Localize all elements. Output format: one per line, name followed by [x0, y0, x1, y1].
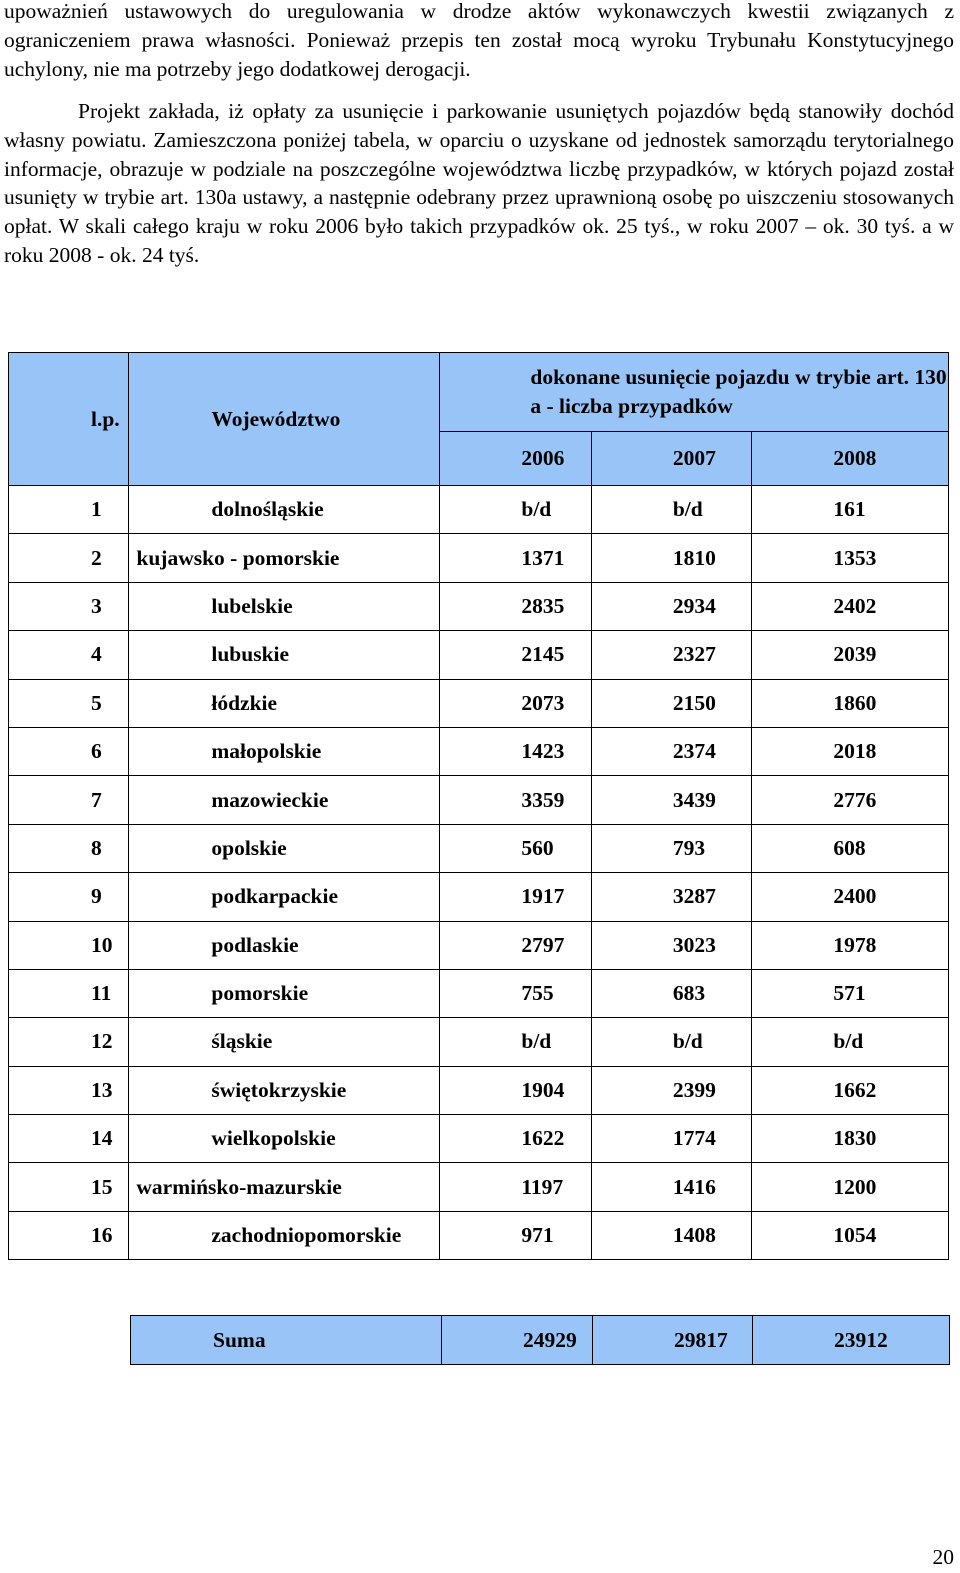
header-year-2007: 2007 [591, 432, 752, 486]
row-2006: 1904 [440, 1066, 591, 1114]
row-2007: 2374 [591, 727, 752, 775]
row-2006: 3359 [440, 776, 591, 824]
row-wojewodztwo: podlaskie [129, 921, 440, 969]
row-2006: 1917 [440, 873, 591, 921]
row-2008: 608 [752, 824, 949, 872]
row-2008: 2039 [752, 631, 949, 679]
row-lp: 6 [9, 727, 129, 775]
row-wojewodztwo: świętokrzyskie [129, 1066, 440, 1114]
row-2008: 1662 [752, 1066, 949, 1114]
row-lp: 9 [9, 873, 129, 921]
row-2007: 2327 [591, 631, 752, 679]
table-row [9, 582, 949, 630]
row-lp: 3 [9, 582, 129, 630]
row-wojewodztwo: pomorskie [129, 969, 440, 1017]
row-2006: 1622 [440, 1115, 591, 1163]
paragraph-2: Projekt zakłada, iż opłaty za usunięcie i parkowanie usuniętych pojazdów będą stanowiły dochód własny powiatu. Zamieszczona poniżej tabela, w oparciu o uzyskane od jednostek samorządu terytorialnego informacje, obrazuje w podziale na poszczególne województwa liczbę przypadków, w których pojazd został usunięty w trybie art. 130a ustawy, a następnie odebrany przez uprawnioną osobę po uiszczeniu stosowanych opłat. W skali całego kraju w roku 2006 było takich przypadków ok. 25 tyś., w roku 2007 – ok. 30 tyś. a w roku 2008 - ok. 24 tyś. [4, 99, 954, 267]
voivodeship-table [8, 352, 949, 1260]
row-2008: b/d [752, 1018, 949, 1066]
row-2008: 1830 [752, 1115, 949, 1163]
row-2006: 1197 [440, 1163, 591, 1211]
row-2006: 560 [440, 824, 591, 872]
table-row [9, 486, 949, 534]
row-lp: 12 [9, 1018, 129, 1066]
table-row [9, 824, 949, 872]
sum-row [131, 1316, 950, 1365]
sum-table [130, 1315, 950, 1365]
row-wojewodztwo: mazowieckie [129, 776, 440, 824]
sum-2006: 24929 [442, 1316, 593, 1365]
row-lp: 8 [9, 824, 129, 872]
row-lp: 1 [9, 486, 129, 534]
row-2007: b/d [591, 1018, 752, 1066]
row-2006: 971 [440, 1211, 591, 1259]
row-2008: 1860 [752, 679, 949, 727]
row-2007: 1810 [591, 534, 752, 582]
row-2008: 2402 [752, 582, 949, 630]
table-row [9, 679, 949, 727]
page-number: 20 [932, 1545, 954, 1569]
row-2007: 3439 [591, 776, 752, 824]
row-2006: 2797 [440, 921, 591, 969]
row-2007: 2399 [591, 1066, 752, 1114]
header-year-2006: 2006 [440, 432, 591, 486]
row-wojewodztwo: śląskie [129, 1018, 440, 1066]
row-lp: 10 [9, 921, 129, 969]
row-wojewodztwo: lubuskie [129, 631, 440, 679]
row-2007: 1408 [591, 1211, 752, 1259]
table-row [9, 1066, 949, 1114]
row-lp: 5 [9, 679, 129, 727]
row-wojewodztwo: kujawsko - pomorskie [129, 534, 440, 582]
row-2007: 683 [591, 969, 752, 1017]
row-2006: 2073 [440, 679, 591, 727]
row-2008: 571 [752, 969, 949, 1017]
row-lp: 14 [9, 1115, 129, 1163]
row-wojewodztwo: wielkopolskie [129, 1115, 440, 1163]
row-wojewodztwo: opolskie [129, 824, 440, 872]
row-2008: 2018 [752, 727, 949, 775]
row-2007: 2934 [591, 582, 752, 630]
row-2007: b/d [591, 486, 752, 534]
row-2008: 2400 [752, 873, 949, 921]
row-2006: 1371 [440, 534, 591, 582]
row-lp: 11 [9, 969, 129, 1017]
row-lp: 4 [9, 631, 129, 679]
row-2008: 2776 [752, 776, 949, 824]
table-row [9, 727, 949, 775]
row-2006: 2145 [440, 631, 591, 679]
row-2007: 3023 [591, 921, 752, 969]
row-2007: 2150 [591, 679, 752, 727]
row-2006: b/d [440, 1018, 591, 1066]
table-row [9, 969, 949, 1017]
row-lp: 7 [9, 776, 129, 824]
row-lp: 15 [9, 1163, 129, 1211]
paragraph-1: upoważnień ustawowych do uregulowania w drodze aktów wykonawczych kwestii związanych z ograniczeniem prawa własności. Ponieważ przepis ten został mocą wyroku Trybunału Konstytucyjnego uchylony, nie ma potrzeby jego dodatkowej derogacji. [4, 0, 954, 81]
row-2006: 2835 [440, 582, 591, 630]
row-lp: 16 [9, 1211, 129, 1259]
row-wojewodztwo: warmińsko-mazurskie [129, 1163, 440, 1211]
table-row [9, 1115, 949, 1163]
sum-label: Suma [131, 1316, 442, 1365]
row-wojewodztwo: dolnośląskie [129, 486, 440, 534]
row-2007: 1774 [591, 1115, 752, 1163]
row-2008: 1054 [752, 1211, 949, 1259]
row-2008: 1353 [752, 534, 949, 582]
header-year-2008: 2008 [752, 432, 949, 486]
sum-2007: 29817 [593, 1316, 753, 1365]
table-row [9, 921, 949, 969]
table-row [9, 1211, 949, 1259]
table-row [9, 873, 949, 921]
row-2006: 755 [440, 969, 591, 1017]
row-2006: 1423 [440, 727, 591, 775]
row-2006: b/d [440, 486, 591, 534]
sum-2008: 23912 [753, 1316, 950, 1365]
row-wojewodztwo: lubelskie [129, 582, 440, 630]
row-2007: 1416 [591, 1163, 752, 1211]
row-2008: 1978 [752, 921, 949, 969]
table-row [9, 631, 949, 679]
row-lp: 2 [9, 534, 129, 582]
table-row [9, 1018, 949, 1066]
table-row [9, 534, 949, 582]
row-2008: 161 [752, 486, 949, 534]
row-wojewodztwo: małopolskie [129, 727, 440, 775]
table-row [9, 1163, 949, 1211]
row-wojewodztwo: zachodniopomorskie [129, 1211, 440, 1259]
row-2008: 1200 [752, 1163, 949, 1211]
table-row [9, 776, 949, 824]
row-lp: 13 [9, 1066, 129, 1114]
header-group: dokonane usunięcie pojazdu w trybie art. 130 a - liczba przypadków [440, 353, 949, 432]
header-lp: l.p. [9, 353, 129, 486]
row-wojewodztwo: łódzkie [129, 679, 440, 727]
row-2007: 793 [591, 824, 752, 872]
row-2007: 3287 [591, 873, 752, 921]
header-wojewodztwo: Województwo [129, 353, 440, 486]
row-wojewodztwo: podkarpackie [129, 873, 440, 921]
